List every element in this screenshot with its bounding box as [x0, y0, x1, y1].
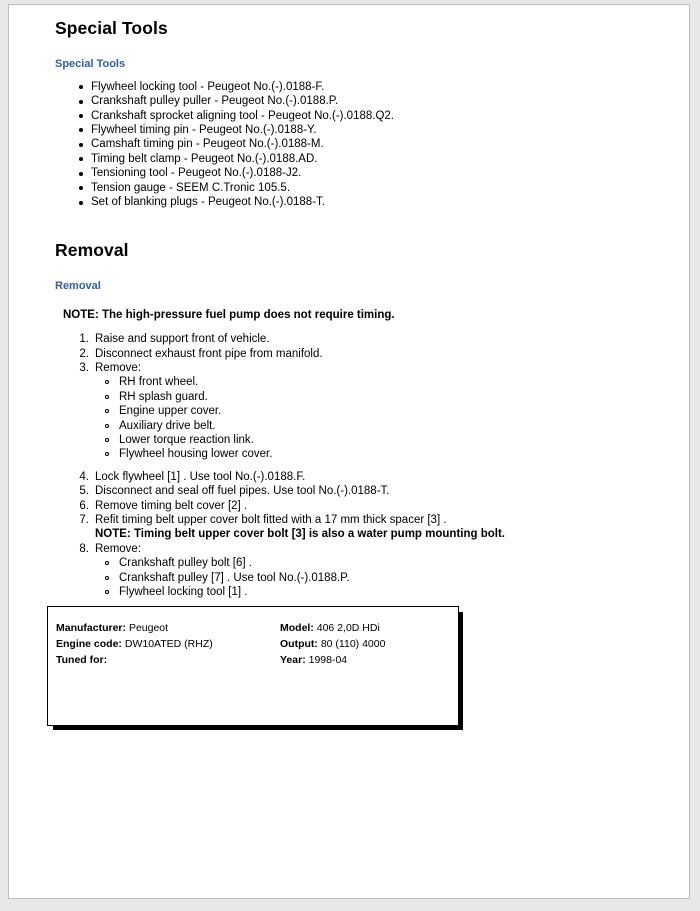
- sub-list-item: Crankshaft pulley [7] . Use tool No.(-).0188.P.: [95, 571, 655, 585]
- step-item: [55, 347, 655, 361]
- special-tools-list: [55, 80, 655, 210]
- step-item: [55, 484, 655, 498]
- step-text: Refit timing belt upper cover bolt fitted with a 17 mm thick spacer [3] .: [95, 514, 447, 527]
- subheading-special-tools: Special Tools: [55, 57, 126, 70]
- step-sublist: [95, 375, 655, 461]
- info-row: [280, 620, 460, 636]
- info-value: 1998-04: [308, 654, 348, 666]
- list-item: Crankshaft sprocket aligning tool - Peugeot No.(-).0188.Q2.: [55, 109, 655, 123]
- list-item: Flywheel locking tool - Peugeot No.(-).0188-F.: [55, 80, 655, 94]
- step-text: Raise and support front of vehicle.: [95, 333, 270, 346]
- sub-list-item: Lower torque reaction link.: [95, 433, 655, 447]
- step-gap: [95, 462, 655, 470]
- step-item: [55, 361, 655, 470]
- info-row: [56, 652, 276, 668]
- info-column-right: [280, 620, 460, 668]
- document-page: [8, 4, 690, 899]
- info-value: DW10ATED (RHZ): [124, 638, 213, 650]
- info-label: Output:: [280, 638, 318, 650]
- sub-list-item: RH splash guard.: [95, 390, 655, 404]
- sub-list-item: Auxiliary drive belt.: [95, 419, 655, 433]
- list-item: Crankshaft pulley puller - Peugeot No.(-).0188.P.: [55, 94, 655, 108]
- document-content: [55, 17, 655, 599]
- sub-list-item: Engine upper cover.: [95, 404, 655, 418]
- info-row: [56, 636, 276, 652]
- step-item: [55, 332, 655, 346]
- step-item: [55, 470, 655, 484]
- vehicle-info-box: [47, 606, 459, 726]
- subheading-removal: Removal: [55, 280, 101, 293]
- info-column-left: [56, 620, 276, 668]
- removal-note: NOTE: The high-pressure fuel pump does not require timing.: [63, 309, 395, 322]
- info-label: Year:: [280, 654, 306, 666]
- step-text: Remove:: [95, 542, 142, 555]
- sub-list-item: Flywheel locking tool [1] .: [95, 585, 655, 599]
- info-label: Tuned for:: [56, 654, 108, 666]
- info-row: [280, 636, 460, 652]
- page-title-removal: Removal: [55, 240, 129, 261]
- info-label: Model:: [280, 622, 314, 634]
- list-item: Camshaft timing pin - Peugeot No.(-).0188-M.: [55, 137, 655, 151]
- step-text: Lock flywheel [1] . Use tool No.(-).0188.F.: [95, 470, 306, 483]
- list-item: Flywheel timing pin - Peugeot No.(-).0188-Y.: [55, 123, 655, 137]
- step-item: [55, 499, 655, 513]
- list-item: Set of blanking plugs - Peugeot No.(-).0188-T.: [55, 195, 655, 209]
- step-text: Disconnect exhaust front pipe from manifold.: [95, 347, 323, 360]
- info-label: Manufacturer:: [56, 622, 127, 634]
- sub-list-item: RH front wheel.: [95, 375, 655, 389]
- page-title-special-tools: Special Tools: [55, 18, 168, 38]
- info-value: 80 (110) 4000: [320, 638, 386, 650]
- info-row: [56, 620, 276, 636]
- step-item: [55, 513, 655, 542]
- step-text: Remove:: [95, 361, 142, 374]
- step-sublist: [95, 556, 655, 599]
- list-item: Timing belt clamp - Peugeot No.(-).0188.AD.: [55, 152, 655, 166]
- info-value: 406 2,0D HDi: [316, 622, 380, 634]
- step-item: [55, 542, 655, 600]
- removal-steps-list: [55, 332, 655, 599]
- info-row: [280, 652, 460, 668]
- info-label: Engine code:: [56, 638, 122, 650]
- step-text: Remove timing belt cover [2] .: [95, 499, 248, 512]
- step-text: Disconnect and seal off fuel pipes. Use tool No.(-).0188-T.: [95, 485, 390, 498]
- list-item: Tension gauge - SEEM C.Tronic 105.5.: [55, 181, 655, 195]
- list-item: Tensioning tool - Peugeot No.(-).0188-J2.: [55, 166, 655, 180]
- sub-list-item: Flywheel housing lower cover.: [95, 447, 655, 461]
- sub-list-item: Crankshaft pulley bolt [6] .: [95, 556, 655, 570]
- info-value: Peugeot: [128, 622, 169, 634]
- section-gap: [55, 209, 655, 239]
- step-note: NOTE: Timing belt upper cover bolt [3] is also a water pump mounting bolt.: [95, 528, 505, 541]
